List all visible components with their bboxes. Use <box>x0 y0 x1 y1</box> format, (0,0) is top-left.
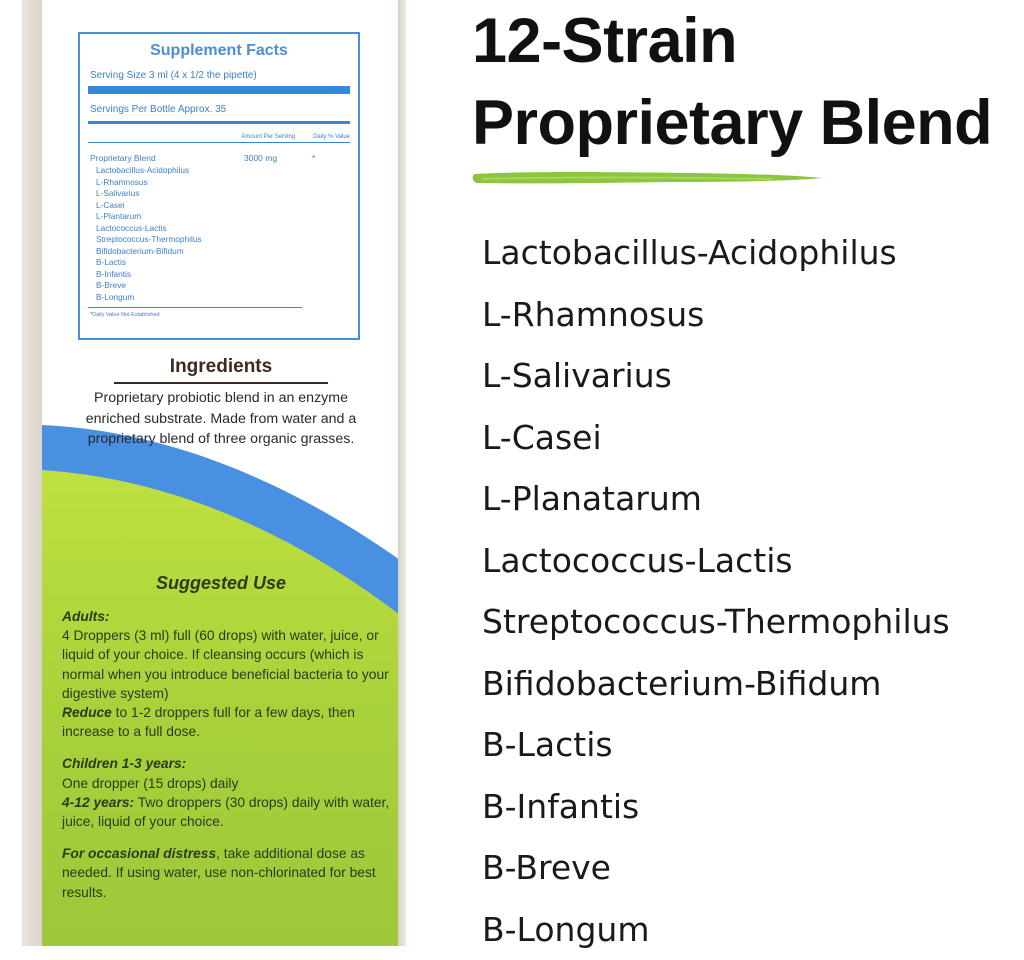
blend-daily-value: * <box>312 153 315 163</box>
strain-list <box>482 222 950 960</box>
blend-amount: 3000 mg <box>244 153 277 163</box>
adults-section <box>62 607 398 741</box>
facts-strain-item: B-Longum <box>96 292 358 304</box>
facts-strain-list <box>80 165 358 303</box>
children-text: One dropper (15 drops) daily <box>62 776 238 791</box>
suggested-use-title: Suggested Use <box>42 573 400 594</box>
facts-divider <box>88 121 350 124</box>
reduce-text: to 1-2 droppers full for a few days, then increase to a full dose. <box>62 705 355 739</box>
servings-per-bottle: Servings Per Bottle Approx. 35 <box>80 104 358 115</box>
green-brush-stroke <box>472 168 824 188</box>
strain-item: B-Infantis <box>482 776 950 838</box>
daily-value-note: *Daily Value Not Established <box>80 312 358 318</box>
children-label: Children 1-3 years: <box>62 756 186 771</box>
supplement-facts-panel <box>78 32 360 340</box>
ingredients-title: Ingredients <box>42 356 400 378</box>
strain-item: L-Salivarius <box>482 345 950 407</box>
strain-item: L-Planatarum <box>482 468 950 530</box>
serving-size: Serving Size 3 ml (4 x 1/2 the pipette) <box>80 70 358 81</box>
children-section <box>62 754 398 831</box>
facts-strain-item: L-Salivarius <box>96 188 358 200</box>
strain-item: B-Longum <box>482 899 950 960</box>
blend-row <box>80 153 358 163</box>
facts-strain-item: L-Plantarum <box>96 211 358 223</box>
facts-strain-item: Streptococcus-Thermophilus <box>96 234 358 246</box>
strain-item: Bifidobacterium-Bifidum <box>482 653 950 715</box>
ingredients-rule <box>114 382 328 384</box>
box-side-panel <box>22 0 42 946</box>
facts-strain-item: B-Lactis <box>96 257 358 269</box>
box-front-panel <box>42 0 400 946</box>
facts-strain-item: L-Rhamnosus <box>96 177 358 189</box>
facts-strain-item: Lactococcus-Lactis <box>96 223 358 235</box>
distress-section <box>62 844 398 902</box>
adults-label: Adults: <box>62 609 110 624</box>
product-box <box>0 0 420 956</box>
amount-per-serving-header: Amount Per Serving <box>241 134 295 140</box>
strain-item: Lactobacillus-Acidophilus <box>482 222 950 284</box>
facts-strain-item: L-Casei <box>96 200 358 212</box>
older-children-text: Two droppers (30 drops) daily with water, juice, liquid of your choice. <box>62 795 389 829</box>
facts-divider-thick <box>88 86 350 94</box>
strain-item: Lactococcus-Lactis <box>482 530 950 592</box>
facts-column-headers <box>80 134 358 140</box>
adults-text: 4 Droppers (3 ml) full (60 drops) with water, juice, or liquid of your choice. If cleansing occurs (which is normal when you introduce beneficial bacteria to your digestive system) <box>62 628 389 701</box>
strain-item: L-Casei <box>482 407 950 469</box>
reduce-label: Reduce <box>62 705 112 720</box>
facts-divider-thin <box>88 142 350 143</box>
strain-item: L-Rhamnosus <box>482 284 950 346</box>
distress-label: For occasional distress <box>62 846 216 861</box>
headline-line-1: 12-Strain <box>472 6 737 76</box>
strain-item: B-Breve <box>482 837 950 899</box>
daily-value-header: Daily % Value <box>313 134 350 140</box>
headline-line-2: Proprietary Blend <box>472 88 992 158</box>
facts-strain-item: B-Breve <box>96 280 358 292</box>
facts-strain-item: Lactobacillus-Acidophilus <box>96 165 358 177</box>
facts-strain-item: Bifidobacterium-Bifidum <box>96 246 358 258</box>
ingredients-text: Proprietary probiotic blend in an enzyme enriched substrate. Made from water and a proprietary blend of three organic grasses. <box>72 388 370 450</box>
older-children-label: 4-12 years: <box>62 795 134 810</box>
suggested-use-text <box>62 607 398 902</box>
distress-text: , take additional dose as needed. If using water, use non-chlorinated for best results. <box>62 846 376 899</box>
facts-divider-bottom <box>88 307 302 308</box>
headline <box>472 0 992 164</box>
facts-strain-item: B-Infantis <box>96 269 358 281</box>
blend-label: Proprietary Blend <box>90 153 156 163</box>
box-edge <box>398 0 406 946</box>
supplement-facts-title: Supplement Facts <box>80 42 358 60</box>
strain-item: Streptococcus-Thermophilus <box>482 591 950 653</box>
strain-item: B-Lactis <box>482 714 950 776</box>
